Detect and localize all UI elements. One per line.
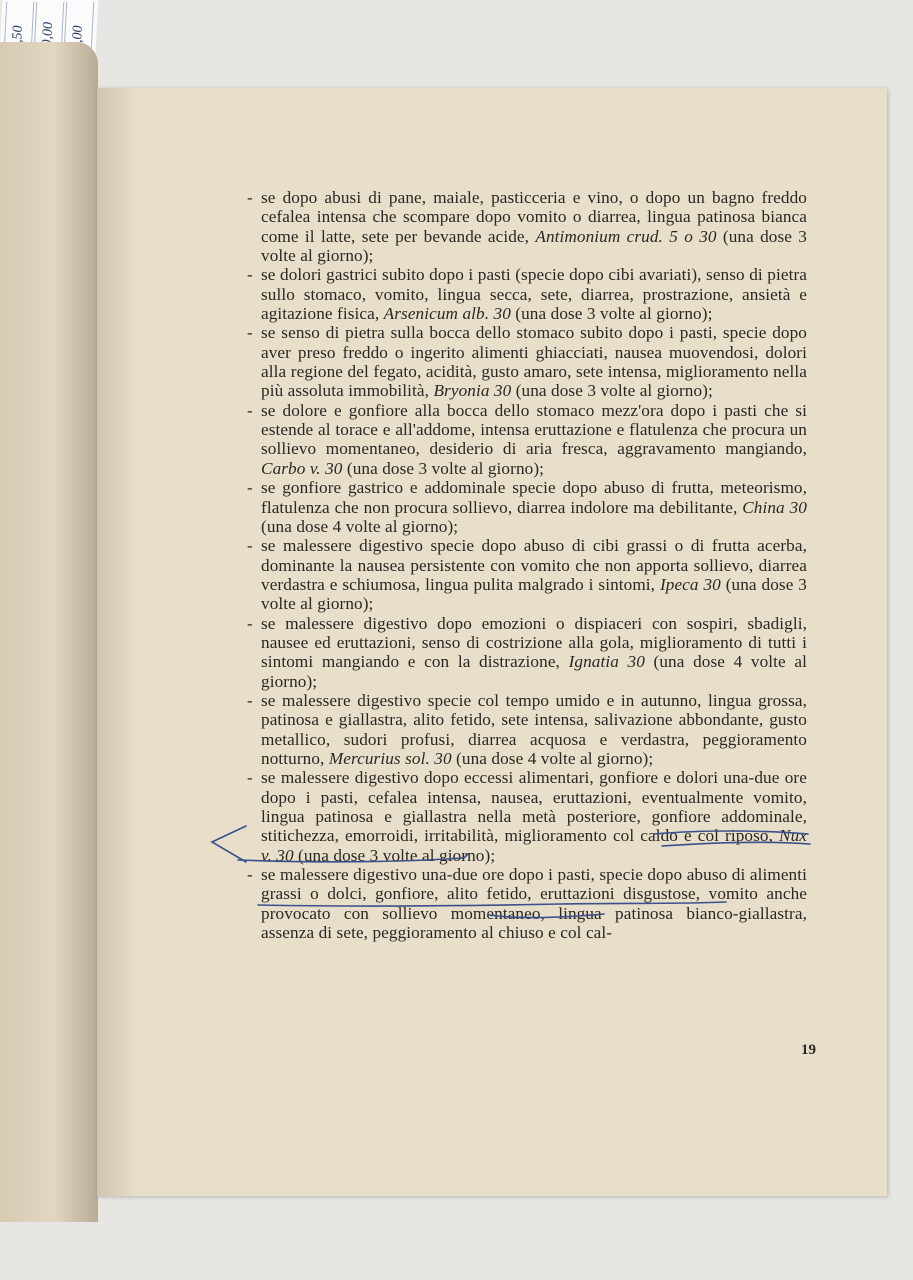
remedy-name: Mercurius sol. 30	[328, 748, 452, 768]
entry-text: se gonfiore gastrico e addominale specie dopo abuso di frutta, meteorismo, flatulenza che non procura sollievo, diarrea indolore ma debilitante,	[261, 478, 807, 517]
remedy-name: Ignatia 30	[568, 652, 645, 672]
list-dash: -	[247, 323, 253, 343]
entry-text: se malessere digestivo una-due ore dopo i pasti, specie dopo abuso di alimenti grassi o dolci, gonfiore, alito fetido, eruttazioni disgustose, vomito anche provocato con sollievo momentaneo, lingua patinosa bianco-giallastra, assenza di sete, peggioramento al chiuso e col cal-	[261, 865, 807, 943]
remedy-entry	[247, 768, 807, 865]
dosage-text: (una dose 4 volte al giorno);	[261, 652, 807, 691]
dosage-text: (una dose 4 volte al giorno);	[451, 748, 654, 768]
list-dash: -	[247, 690, 253, 710]
list-dash: -	[247, 478, 253, 498]
remedy-entry	[247, 478, 807, 536]
entry-text: se malessere digestivo specie col tempo umido e in autunno, lingua grossa, patinosa e giallastra, alito fetido, sete intensa, salivazione abbondante, gusto metallico, sudori profusi, diarrea acquosa e verdastra, peggioramento notturno,	[261, 690, 807, 768]
remedy-entry	[247, 401, 807, 478]
remedy-name: Arsenicum alb. 30	[383, 304, 511, 324]
left-page-edge	[0, 42, 98, 1222]
remedy-name: Nux v. 30	[261, 826, 807, 865]
entry-text: se malessere digestivo dopo eccessi alimentari, gonfiore e dolori una-due ore dopo i pasti, cefalea intensa, nausea, eruttazioni, eventualmente vomito, lingua patinosa e giallastra nella metà posteriore, gonfiore addominale, stitichezza, emorroidi, irritabilità, miglioramento col caldo e col riposo,	[261, 768, 807, 846]
remedy-name: Antimonium crud. 5 o 30	[535, 226, 717, 246]
dosage-text: (una dose 3 volte al giorno);	[261, 574, 807, 614]
entry-text: se malessere digestivo dopo emozioni o dispiaceri con sospiri, sbadigli, nausee ed eruttazioni, senso di costrizione alla gola, miglioramento di tutti i sintomi mangiando e con la distrazione,	[261, 613, 807, 672]
dosage-text: (una dose 3 volte al giorno);	[293, 845, 496, 865]
remedy-entry	[247, 323, 807, 400]
remedy-entry	[247, 691, 807, 768]
remedy-list	[247, 188, 807, 942]
remedy-entry	[247, 265, 807, 323]
list-dash: -	[247, 265, 253, 285]
entry-text: se dopo abusi di pane, maiale, pasticceria e vino, o dopo un bagno freddo cefalea intensa che scompare dopo vomito o diarrea, lingua patinosa bianca come il latte, sete per bevande acide,	[261, 188, 807, 246]
remedy-entry	[247, 614, 807, 691]
page-number: 19	[801, 1042, 816, 1058]
list-dash: -	[247, 613, 253, 633]
remedy-name: Carbo v. 30	[261, 458, 343, 478]
list-dash: -	[247, 865, 253, 885]
entry-text: se senso di pietra sulla bocca dello stomaco subito dopo i pasti, specie dopo aver preso freddo o ingerito alimenti ghiacciati, nausea muovendosi, dolori alla regione del fegato, acidità, gusto amaro, sete intensa, miglioramento nella più assoluta immobilità,	[261, 323, 807, 401]
list-dash: -	[247, 400, 253, 420]
remedy-name: Bryonia 30	[433, 381, 512, 401]
dosage-text: (una dose 4 volte al giorno);	[261, 516, 459, 536]
dosage-text: (una dose 3 volte al giorno);	[261, 226, 807, 266]
remedy-entry	[247, 536, 807, 613]
book-page	[97, 88, 887, 1196]
entry-text: se dolore e gonfiore alla bocca dello stomaco mezz'ora dopo i pasti che si estende al torace e all'addome, intensa eruttazione e flatulenza che procura un sollievo momentaneo, desiderio di aria fresca, aggravamento mangiando,	[261, 400, 807, 459]
list-dash: -	[247, 768, 253, 788]
entry-text: se malessere digestivo specie dopo abuso di cibi grassi o di frutta acerba, dominante la nausea persistente con vomito che non apporta sollievo, diarrea verdastra e schiumosa, lingua pulita malgrado i sintomi,	[261, 536, 807, 594]
dosage-text: (una dose 3 volte al giorno);	[511, 381, 713, 401]
dosage-text: (una dose 3 volte al giorno);	[510, 304, 713, 324]
entry-text: se dolori gastrici subito dopo i pasti (specie dopo cibi avariati), senso di pietra sullo stomaco, vomito, lingua secca, sete, diarrea, prostrazione, ansietà e agitazione fisica,	[261, 265, 807, 324]
remedy-name: Ipeca 30	[659, 574, 721, 594]
remedy-entry	[247, 865, 807, 942]
dosage-text: (una dose 3 volte al giorno);	[342, 458, 545, 478]
list-dash: -	[247, 536, 253, 556]
list-dash: -	[247, 188, 253, 207]
remedy-name: China 30	[742, 497, 807, 517]
remedy-entry	[247, 188, 807, 265]
